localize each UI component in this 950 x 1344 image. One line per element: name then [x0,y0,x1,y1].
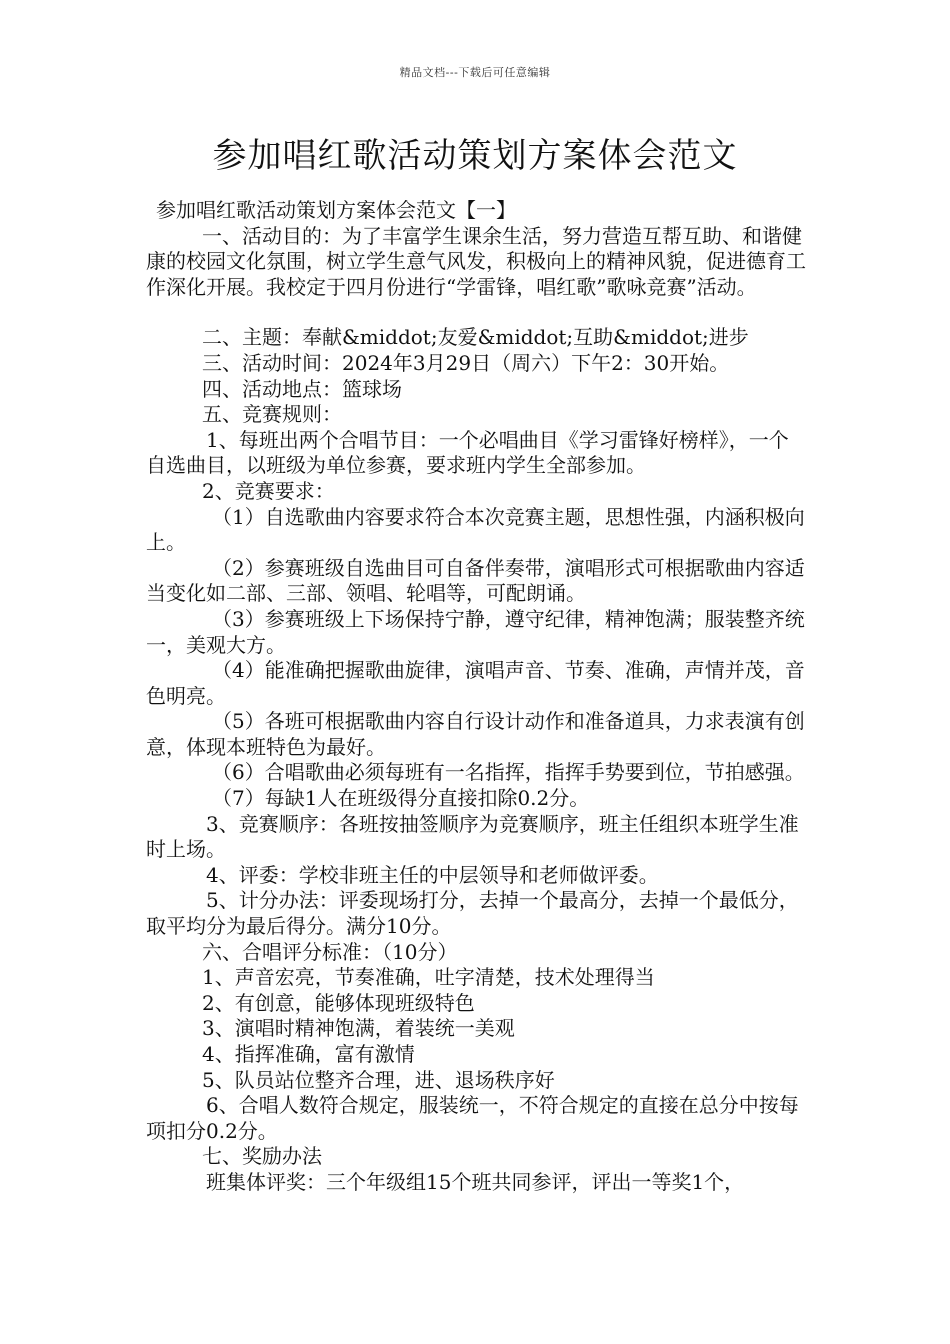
paragraph-rule-1: 1、每班出两个合唱节目：一个必唱曲目《学习雷锋好榜样》，一个自选曲目，以班级为单位参赛，要求班内学生全部参加。 [146,427,789,478]
paragraph-criterion-3: 3、演唱时精神饱满，着装统一美观 [202,1016,515,1041]
header-note: 精品文档---下载后可任意编辑 [399,66,551,79]
paragraph-location: 四、活动地点：篮球场 [202,376,402,401]
paragraph-rule-5: 5、计分办法：评委现场打分，去掉一个最高分，去掉一个最低分，取平均分为最后得分。满分10分。 [146,888,799,939]
paragraph-req-3: （3）参赛班级上下场保持宁静，遵守纪律，精神饱满；服装整齐统一，美观大方。 [146,606,805,657]
paragraph-criterion-6: 6、合唱人数符合规定，服装统一，不符合规定的直接在总分中按每项扣分0.2分。 [146,1093,799,1143]
paragraph-scoring-heading: 六、合唱评分标准：（10分） [202,939,458,964]
paragraph-req-1: （1）自选歌曲内容要求符合本次竞赛主题，思想性强，内涵积极向上。 [146,504,805,555]
document-body [146,198,808,1196]
paragraph-theme: 二、主题：奉献&middot;友爱&middot;互助&middot;进步 [202,325,749,350]
paragraph-req-4: （4）能准确把握歌曲旋律，演唱声音、节奏、准确，声情并茂，音色明亮。 [146,658,805,708]
paragraph-req-7: （7）每缺1人在班级得分直接扣除0.2分。 [212,786,590,811]
paragraph-criterion-2: 2、有创意，能够体现班级特色 [202,990,475,1015]
paragraph-awards-text: 班集体评奖：三个年级组15个班共同参评，评出一等奖1个， [206,1169,745,1194]
paragraph-rule-2: 2、竞赛要求： [202,478,335,503]
paragraph-req-5: （5）各班可根据歌曲内容自行设计动作和准备道具，力求表演有创意，体现本班特色为最好。 [146,709,805,759]
paragraph-criterion-1: 1、声音宏亮，节奏准确，吐字清楚，技术处理得当 [202,965,655,990]
section-heading: 参加唱红歌活动策划方案体会范文【一】 [156,198,516,222]
paragraph-purpose: 一、活动目的：为了丰富学生课余生活，努力营造互帮互助、和谐健康的校园文化氛围，树立学生意气风发，积极向上的精神风貌，促进德育工作深化开展。我校定于四月份进行“学雷锋，唱红歌”歌咏竞赛”活动。 [146,223,806,299]
paragraph-criterion-5: 5、队员站位整齐合理，进、退场秩序好 [202,1067,555,1092]
paragraph-rule-3: 3、竞赛顺序：各班按抽签顺序为竞赛顺序，班主任组织本班学生准时上场。 [146,811,799,862]
paragraph-awards-heading: 七、奖励办法 [202,1144,322,1169]
page-title: 参加唱红歌活动策划方案体会范文 [212,136,738,176]
paragraph-req-2: （2）参赛班级自选曲目可自备伴奏带，演唱形式可根据歌曲内容适当变化如二部、三部、领唱、轮唱等，可配朗诵。 [146,555,805,606]
paragraph-criterion-4: 4、指挥准确，富有激情 [202,1042,415,1066]
paragraph-req-6: （6）合唱歌曲必须每班有一名指挥，指挥手势要到位，节拍感强。 [212,760,805,785]
paragraph-rules-heading: 五、竞赛规则： [202,402,342,427]
blank-line [146,300,808,325]
paragraph-time: 三、活动时间：2024年3月29日（周六）下午2：30开始。 [202,350,730,375]
paragraph-rule-4: 4、评委：学校非班主任的中层领导和老师做评委。 [206,862,659,887]
